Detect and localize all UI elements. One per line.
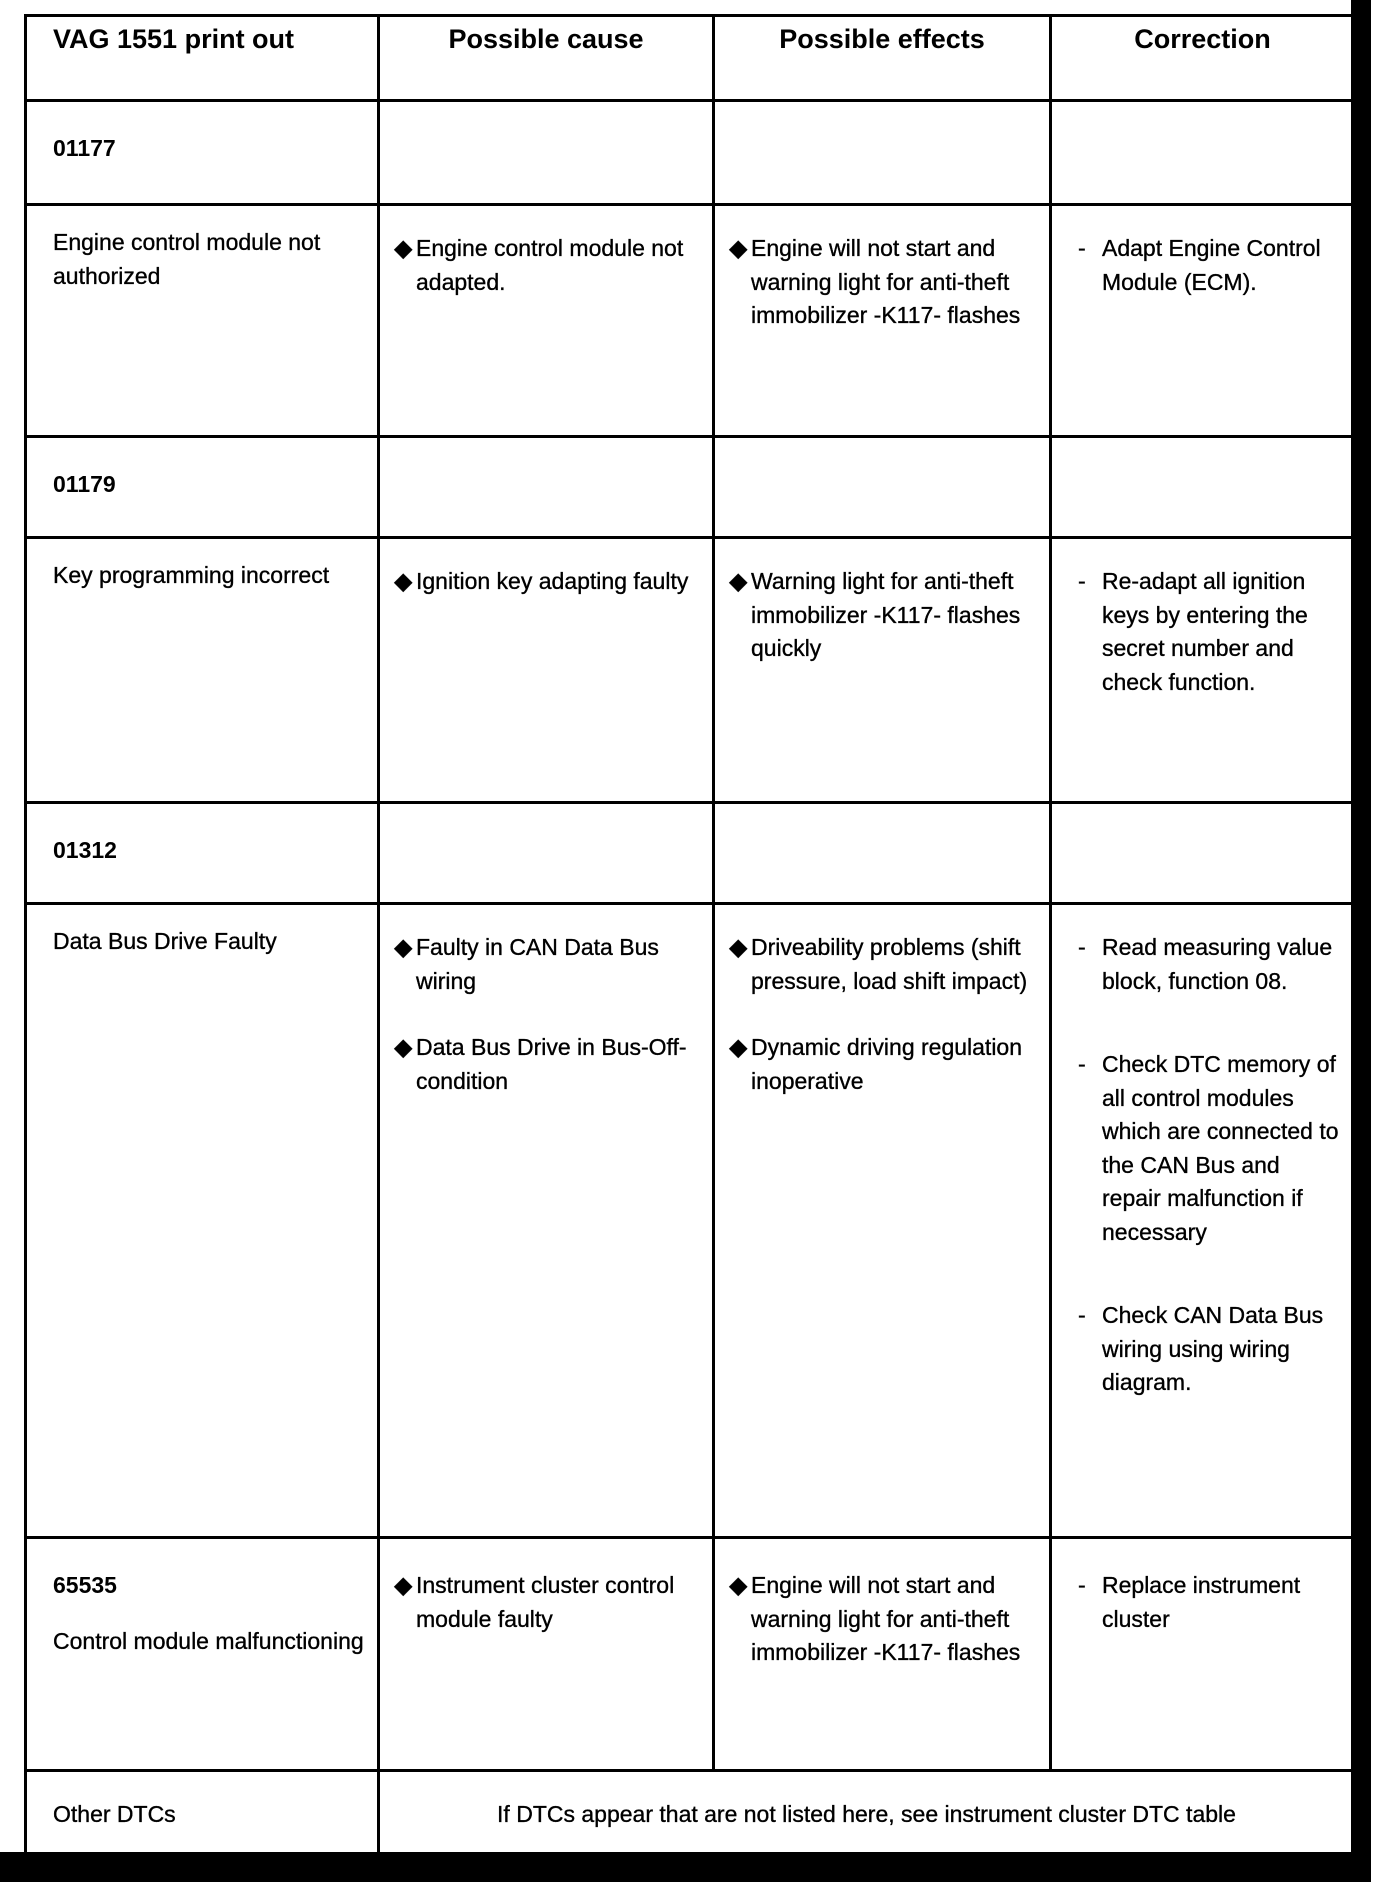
table-row [26,101,1355,205]
dtc-table [24,14,1356,1856]
dash-icon: - [1078,934,1086,960]
dtc-description: Engine control module not authorized [26,205,379,437]
list-item [1078,1299,1341,1400]
table-row [26,1538,1355,1771]
page-border-bottom [0,1852,1371,1882]
bullet-diamond-icon: ◆ [729,1572,748,1599]
bullet-diamond-icon: ◆ [729,1034,748,1061]
correction-cell [1051,205,1355,437]
bullet-diamond-icon: ◆ [394,568,413,595]
other-label: Other DTCs [26,1771,379,1855]
effects-cell [714,904,1051,1538]
correction-cell [1051,1538,1355,1771]
item-text: Driveability problems (shift pressure, load shift impact) [751,934,1028,994]
effects-cell [714,538,1051,803]
dtc-code: 01312 [26,803,379,904]
item-text: Warning light for anti-theft immobilizer -K117- flashes quickly [751,568,1021,661]
item-text: Data Bus Drive in Bus-Off-condition [416,1034,687,1094]
list-item [729,931,1037,998]
correction-cell [1051,803,1355,904]
cause-cell [379,205,714,437]
item-text: Engine control module not adapted. [416,235,684,295]
item-text: Re-adapt all ignition keys by entering the secret number and check function. [1102,568,1308,695]
dash-icon: - [1078,568,1086,594]
table-row [26,538,1355,803]
list-item [394,931,700,998]
header-row [26,16,1355,101]
table-row-other [26,1771,1355,1855]
dtc-description: Control module malfunctioning [53,1627,364,1654]
bullet-diamond-icon: ◆ [394,934,413,961]
table-row [26,205,1355,437]
dtc-description: Data Bus Drive Faulty [26,904,379,1538]
item-text: Faulty in CAN Data Bus wiring [416,934,659,994]
list-item [394,1031,700,1098]
table-row [26,437,1355,538]
item-text: Read measuring value block, function 08. [1102,934,1333,994]
dtc-code: 01177 [26,101,379,205]
dash-icon: - [1078,1572,1086,1598]
list-item [729,565,1037,666]
correction-cell [1051,101,1355,205]
cause-cell [379,437,714,538]
list-item [394,565,700,599]
item-text: Check DTC memory of all control modules which are connected to the CAN Bus and repair malfunction if necessary [1102,1051,1339,1245]
item-text: Check CAN Data Bus wiring using wiring diagram. [1102,1302,1324,1395]
dash-icon: - [1078,235,1086,261]
item-text: Adapt Engine Control Module (ECM). [1102,235,1321,295]
bullet-diamond-icon: ◆ [394,1034,413,1061]
bullet-diamond-icon: ◆ [394,1572,413,1599]
list-item [729,232,1037,333]
cause-cell [379,803,714,904]
item-text: Engine will not start and warning light for anti-theft immobilizer -K117- flashes [751,1572,1021,1665]
effects-cell [714,205,1051,437]
bullet-diamond-icon: ◆ [729,235,748,262]
dtc-description: Key programming incorrect [26,538,379,803]
list-item [394,1569,700,1636]
list-item [729,1031,1037,1098]
bullet-diamond-icon: ◆ [394,235,413,262]
list-item [729,1569,1037,1670]
dash-icon: - [1078,1302,1086,1328]
list-item [1078,1569,1341,1636]
dash-icon: - [1078,1051,1086,1077]
item-text: Dynamic driving regulation inoperative [751,1034,1023,1094]
list-item [1078,232,1341,299]
correction-cell [1051,904,1355,1538]
list-item [1078,931,1341,998]
bullet-diamond-icon: ◆ [729,568,748,595]
bullet-diamond-icon: ◆ [729,934,748,961]
list-item [394,232,700,299]
item-text: Ignition key adapting faulty [416,568,689,594]
effects-cell [714,1538,1051,1771]
cause-cell [379,1538,714,1771]
table-row [26,803,1355,904]
table-row [26,904,1355,1538]
correction-cell [1051,437,1355,538]
column-header: Possible effects [714,16,1051,101]
other-text: If DTCs appear that are not listed here, see instrument cluster DTC table [379,1771,1355,1855]
list-item [1078,565,1341,699]
dtc-code: 65535 [53,1572,117,1598]
column-header: Possible cause [379,16,714,101]
effects-cell [714,437,1051,538]
dtc-cell [26,1538,379,1771]
item-text: Replace instrument cluster [1102,1572,1301,1632]
list-item [1078,1048,1341,1249]
item-text: Instrument cluster control module faulty [416,1572,675,1632]
effects-cell [714,101,1051,205]
cause-cell [379,101,714,205]
correction-cell [1051,538,1355,803]
cause-cell [379,904,714,1538]
column-header: Correction [1051,16,1355,101]
column-header: VAG 1551 print out [26,16,379,101]
item-text: Engine will not start and warning light for anti-theft immobilizer -K117- flashes [751,235,1021,328]
effects-cell [714,803,1051,904]
cause-cell [379,538,714,803]
dtc-code: 01179 [26,437,379,538]
